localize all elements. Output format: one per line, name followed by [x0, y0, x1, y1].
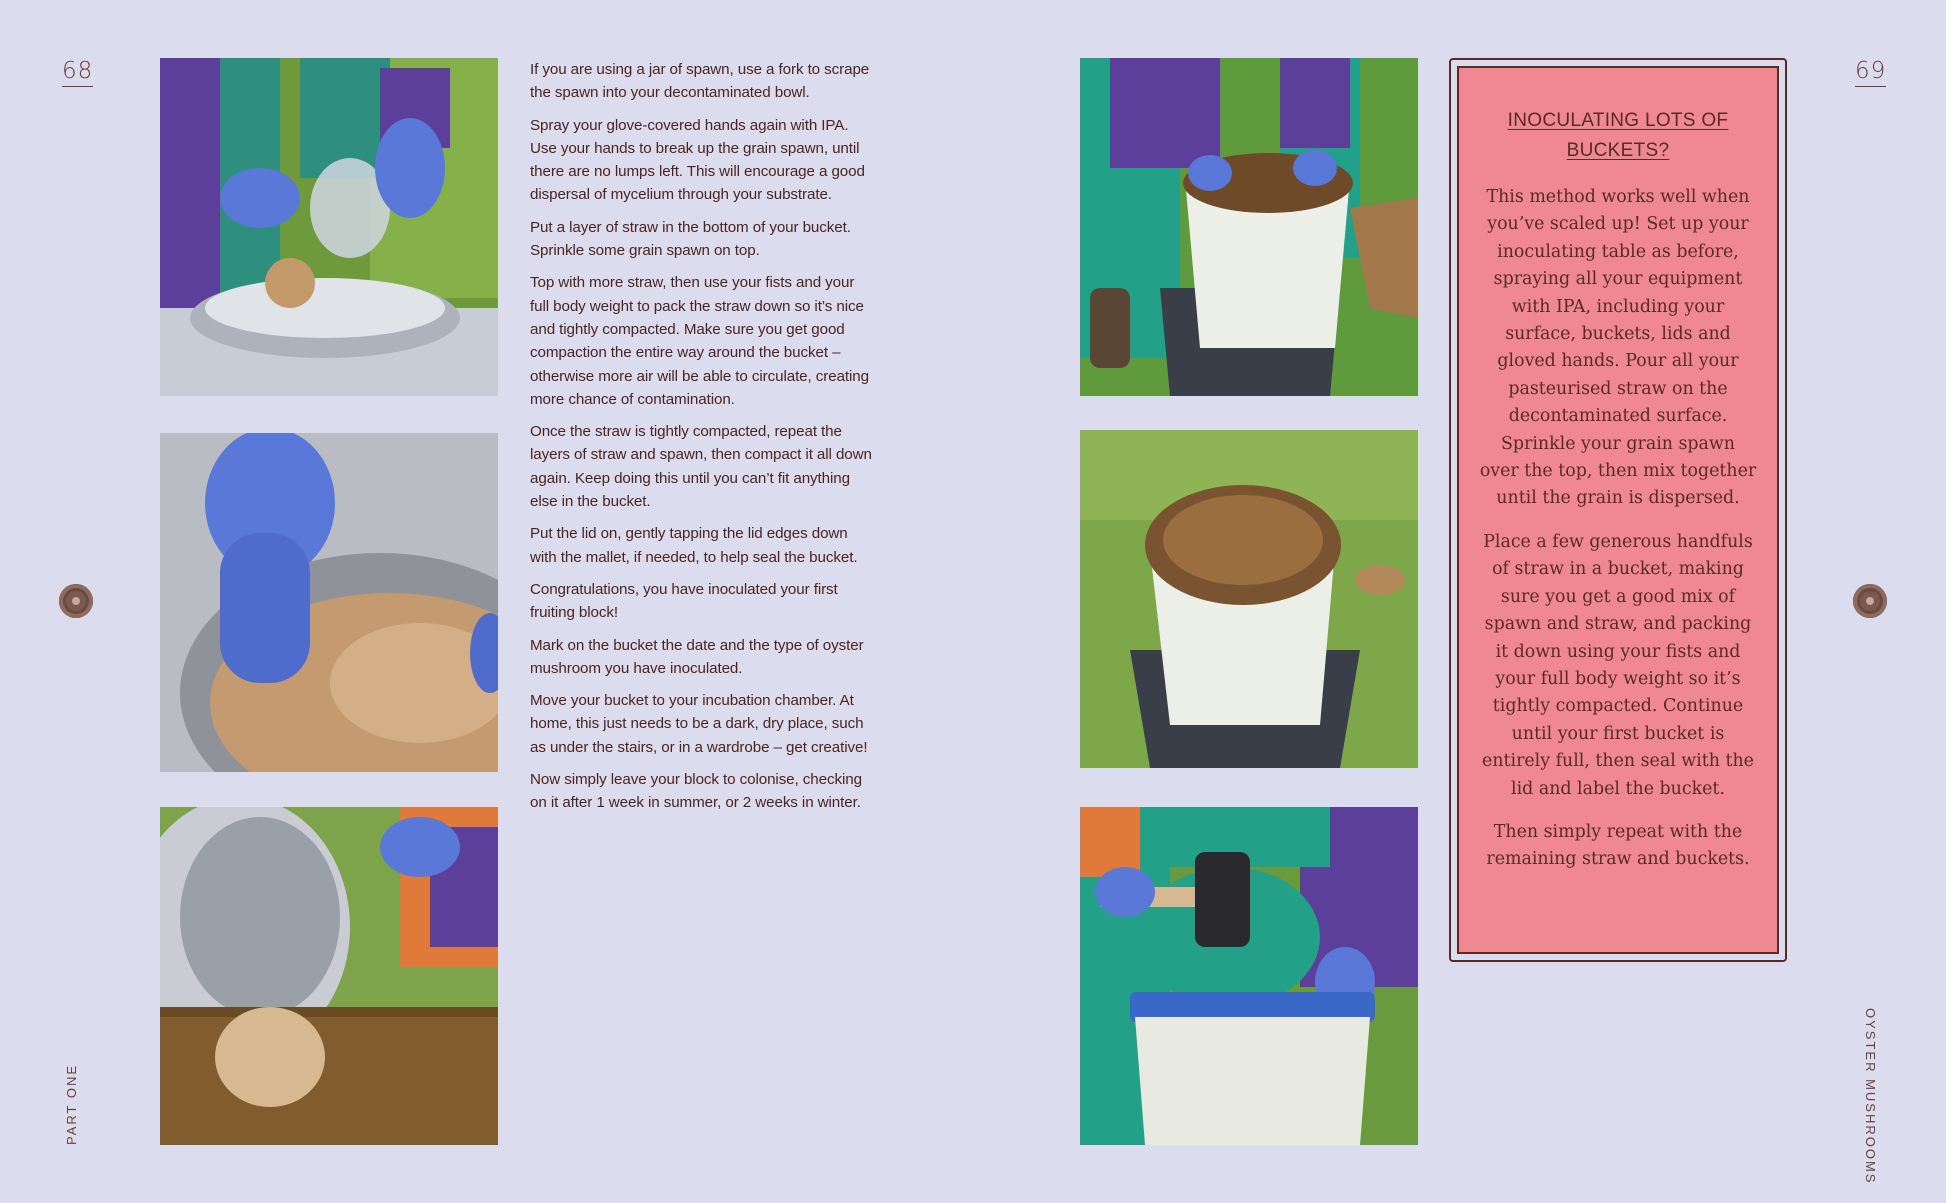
sidebar-title: INOCULATING LOTS OF BUCKETS?	[1507, 110, 1729, 161]
sidebar-panel	[1457, 66, 1779, 954]
instruction-step: Put a layer of straw in the bottom of your bucket. Sprinkle some grain spawn on top.	[530, 218, 851, 260]
section-marker-icon	[59, 584, 93, 618]
part-label: PART ONE	[64, 1063, 79, 1145]
instruction-steps	[530, 58, 875, 824]
instruction-step: If you are using a jar of spawn, use a fork to scrape the spawn into your decontaminated bowl.	[530, 61, 870, 102]
instruction-step: Top with more straw, then use your fists and your full body weight to pack the straw down so it’s nice and tightly compacted. Make sure you get good compaction the entire way around the bucket – otherwise more air will be able to circulate, creating more chance of contamination.	[530, 274, 870, 408]
sidebar-box	[1449, 58, 1787, 962]
chapter-label: OYSTER MUSHROOMS	[1863, 1008, 1878, 1185]
instruction-step: Once the straw is tightly compacted, repeat the layers of straw and spawn, then compact it all down again. Keep doing this until you can’t fit anything else in the bucket.	[530, 423, 872, 511]
sidebar-paragraph: Place a few generous handfuls of straw in a bucket, making sure you get a good mix of spawn and straw, and packing it down using your fists and your full body weight so it’s tightly compacted. Continue until your first bucket is entirely full, then seal with the lid and label the bucket.	[1482, 531, 1754, 799]
photo-breaking-up-grain-spawn	[160, 433, 498, 772]
instruction-step: Move your bucket to your incubation chamber. At home, this just needs to be a dark, dry place, such as under the stairs, or in a wardrobe – get creative!	[530, 692, 868, 756]
photo-sealing-bucket-with-mallet	[1080, 807, 1418, 1145]
sidebar-paragraph: Then simply repeat with the remaining straw and buckets.	[1486, 821, 1750, 870]
instruction-step: Now simply leave your block to colonise, checking on it after 1 week in summer, or 2 weeks in winter.	[530, 771, 862, 812]
photo-sprinkling-spawn-on-straw	[160, 807, 498, 1145]
photo-pouring-spawn-from-jar	[160, 58, 498, 396]
section-marker-icon	[1853, 584, 1887, 618]
sidebar-paragraph: This method works well when you’ve scaled up! Set up your inoculating table as before, spraying all your equipment with IPA, including your surface, buckets, lids and gloved hands. Pour all your pasteurised straw on the decontaminated surface. Sprinkle your grain spawn over the top, then mix together until the grain is dispersed.	[1479, 187, 1757, 509]
page-number-right: 69	[1855, 58, 1886, 87]
page-number-left: 68	[62, 58, 93, 87]
instruction-step: Put the lid on, gently tapping the lid edges down with the mallet, if needed, to help seal the bucket.	[530, 525, 858, 566]
instruction-step: Mark on the bucket the date and the type of oyster mushroom you have inoculated.	[530, 636, 864, 677]
photo-packing-straw-into-bucket	[1080, 58, 1418, 396]
photo-bucket-full-of-straw	[1080, 430, 1418, 768]
instruction-step: Spray your glove-covered hands again with IPA. Use your hands to break up the grain spawn, until there are no lumps left. This will encourage a good dispersal of mycelium through your substrate.	[530, 116, 865, 204]
instruction-step: Congratulations, you have inoculated your first fruiting block!	[530, 580, 838, 622]
